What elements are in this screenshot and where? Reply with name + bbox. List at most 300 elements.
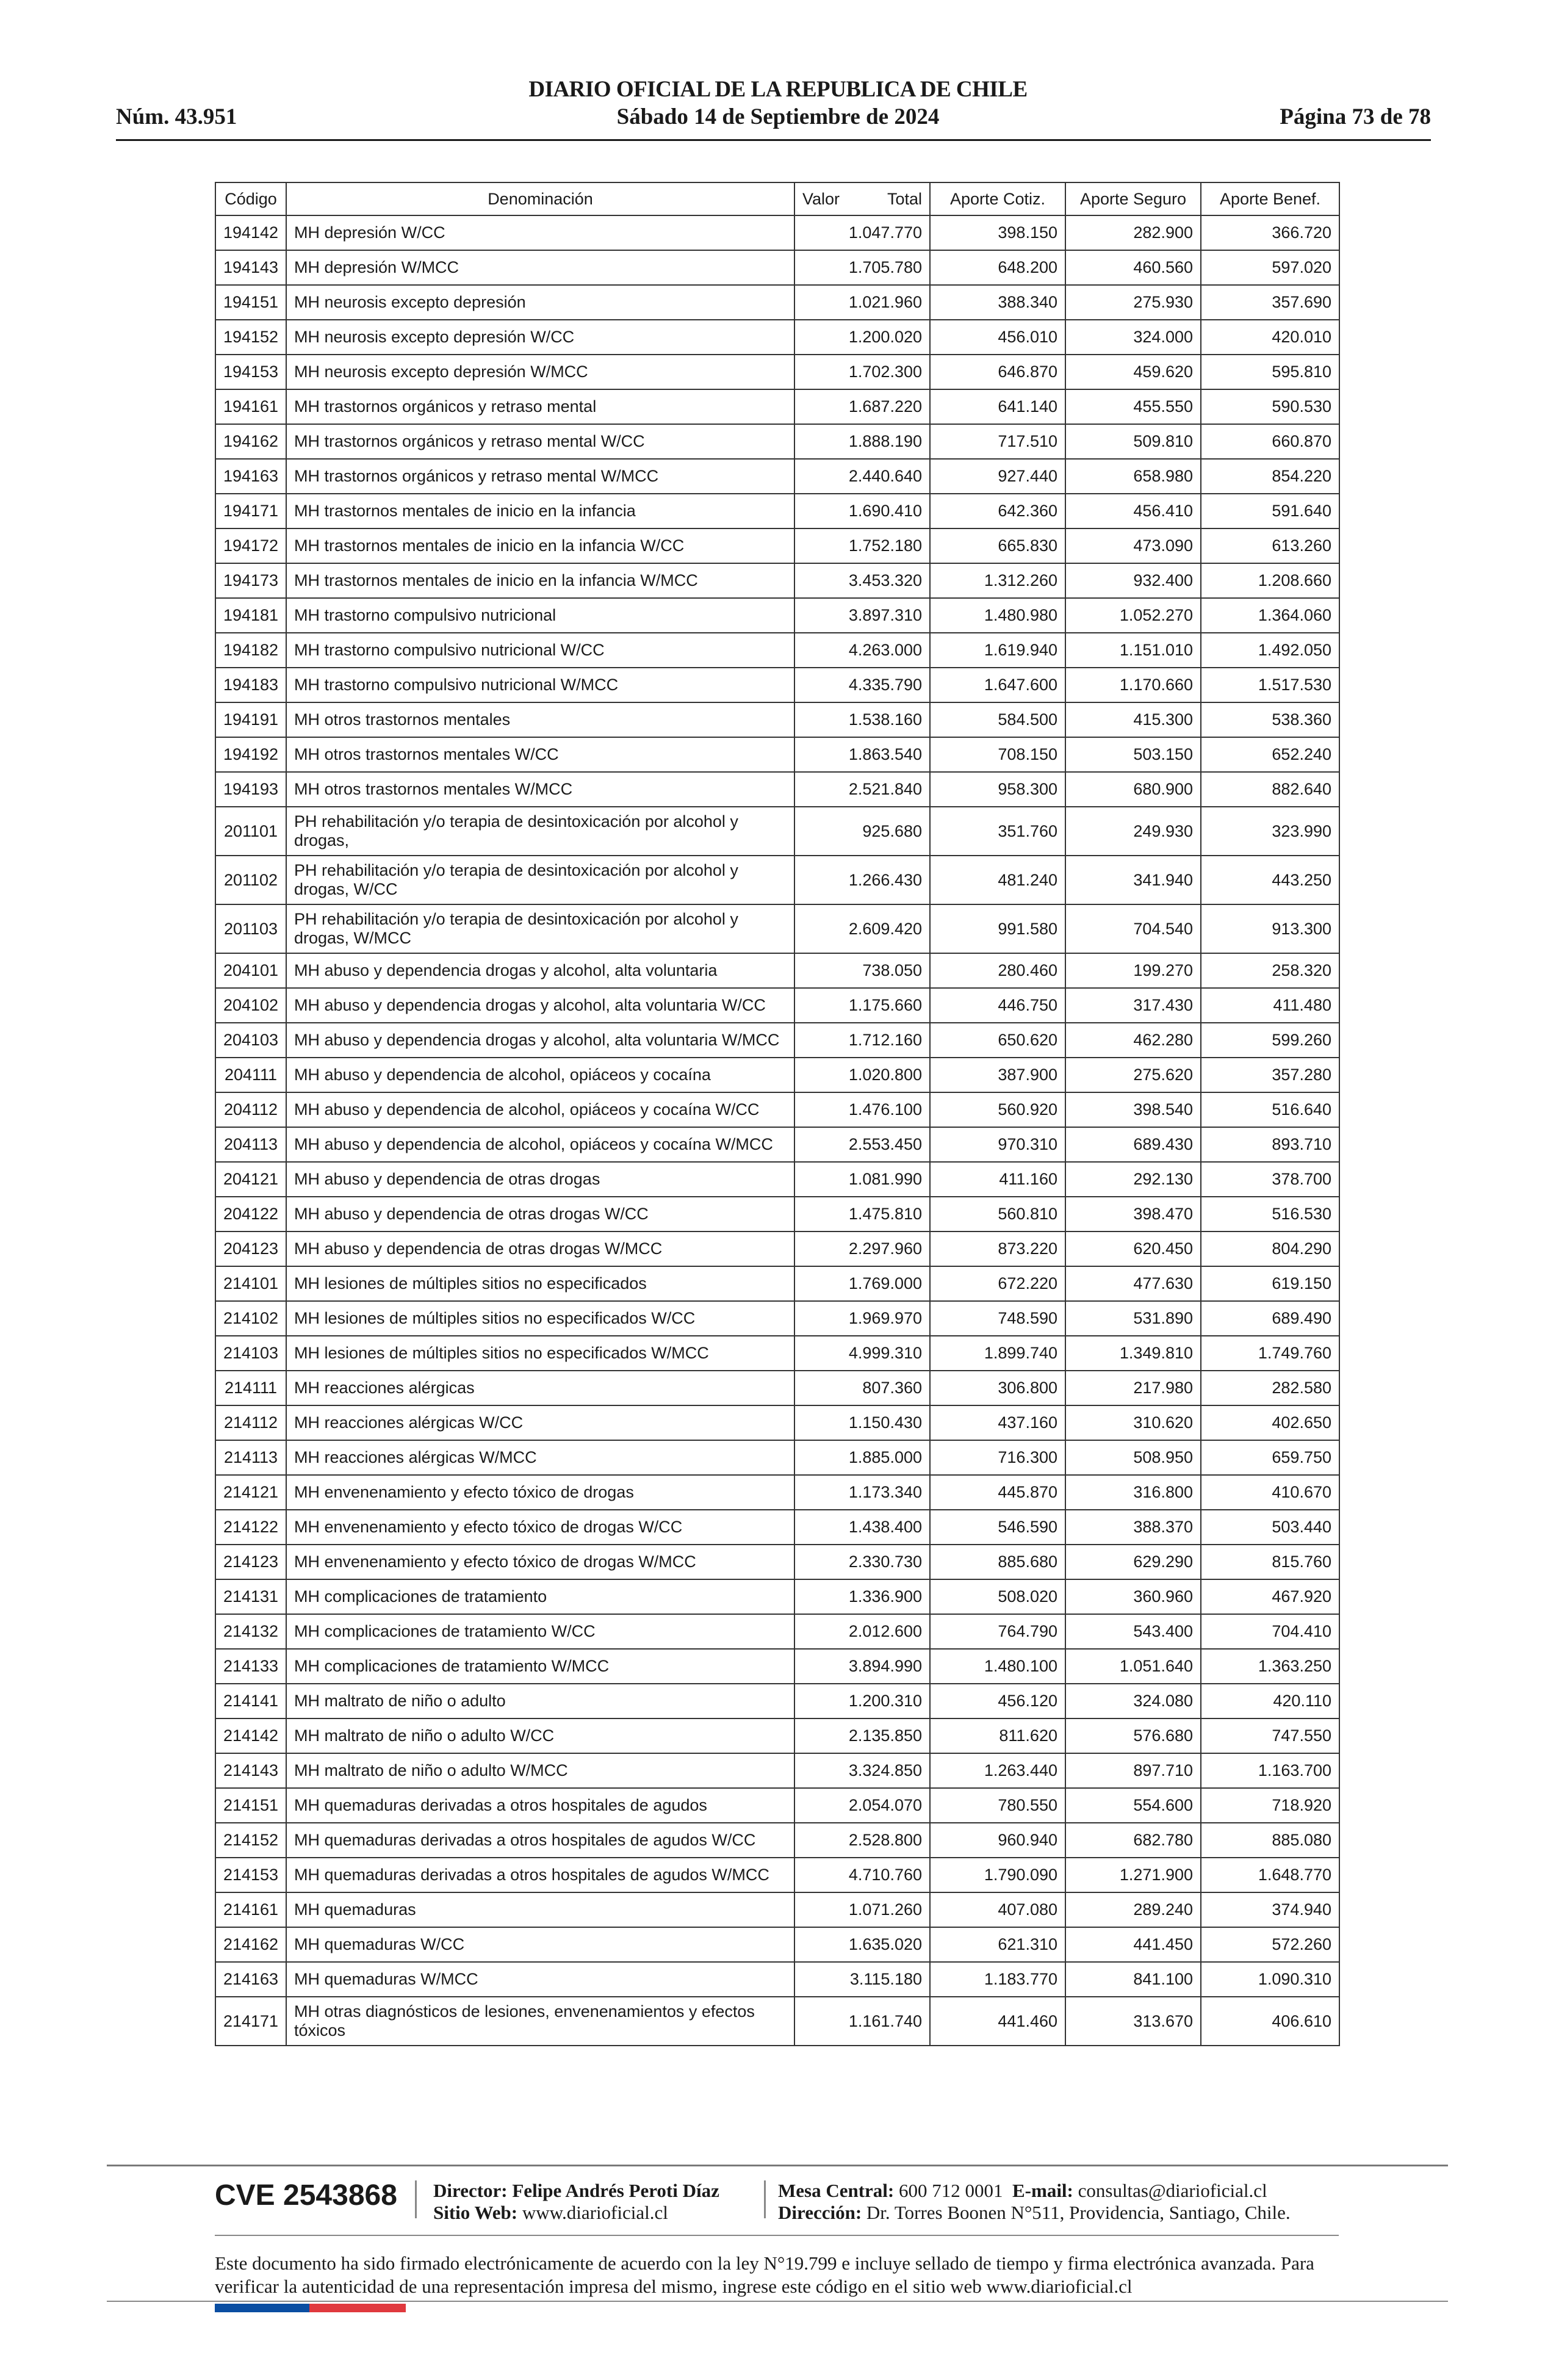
- cell-valor-total: 4.335.790: [794, 668, 930, 702]
- cell-aporte-cotiz: 441.460: [930, 1997, 1065, 2046]
- cve-code: CVE 2543868: [215, 2179, 397, 2212]
- cell-aporte-benef: 597.020: [1201, 250, 1339, 285]
- cell-aporte-cotiz: 717.510: [930, 424, 1065, 459]
- cell-aporte-cotiz: 970.310: [930, 1127, 1065, 1162]
- cell-valor-total: 1.476.100: [794, 1092, 930, 1127]
- cell-aporte-seguro: 341.940: [1065, 856, 1201, 904]
- table-row: [215, 1336, 1339, 1371]
- address-label: Dirección:: [778, 2202, 862, 2223]
- cell-aporte-seguro: 1.151.010: [1065, 633, 1201, 668]
- cell-aporte-seguro: 292.130: [1065, 1162, 1201, 1197]
- cell-codigo: 194181: [215, 598, 286, 633]
- cell-denominacion: MH trastornos orgánicos y retraso mental W/MCC: [286, 459, 794, 494]
- footer-separator: [415, 2180, 417, 2218]
- cell-denominacion: MH otras diagnósticos de lesiones, envenenamientos y efectos tóxicos: [286, 1997, 794, 2046]
- cell-valor-total: 3.894.990: [794, 1649, 930, 1684]
- cell-codigo: 194173: [215, 563, 286, 598]
- col-header-codigo: Código: [215, 182, 286, 215]
- cell-denominacion: MH trastornos mentales de inicio en la infancia W/CC: [286, 528, 794, 563]
- table-row: [215, 494, 1339, 528]
- cell-valor-total: 2.135.850: [794, 1718, 930, 1753]
- cell-aporte-cotiz: 398.150: [930, 215, 1065, 250]
- table-row: [215, 1753, 1339, 1788]
- cell-valor-total: 1.863.540: [794, 737, 930, 772]
- cell-aporte-cotiz: 1.480.100: [930, 1649, 1065, 1684]
- col-header-aporte-benef: Aporte Benef.: [1201, 182, 1339, 215]
- cell-codigo: 201102: [215, 856, 286, 904]
- cell-valor-total: 1.173.340: [794, 1475, 930, 1510]
- cell-valor-total: 1.687.220: [794, 389, 930, 424]
- cell-valor-total: 2.440.640: [794, 459, 930, 494]
- cell-valor-total: 1.769.000: [794, 1266, 930, 1301]
- cell-denominacion: MH quemaduras derivadas a otros hospitales de agudos W/MCC: [286, 1858, 794, 1892]
- cell-aporte-seguro: 1.271.900: [1065, 1858, 1201, 1892]
- website-label: Sitio Web:: [433, 2202, 518, 2223]
- cell-aporte-seguro: 441.450: [1065, 1927, 1201, 1962]
- cell-codigo: 194161: [215, 389, 286, 424]
- table-row: [215, 528, 1339, 563]
- cell-valor-total: 1.161.740: [794, 1997, 930, 2046]
- cell-aporte-cotiz: 621.310: [930, 1927, 1065, 1962]
- cell-aporte-benef: 660.870: [1201, 424, 1339, 459]
- cell-codigo: 194162: [215, 424, 286, 459]
- cell-codigo: 214132: [215, 1614, 286, 1649]
- cell-aporte-benef: 402.650: [1201, 1405, 1339, 1440]
- table-row: [215, 1475, 1339, 1510]
- cell-codigo: 214121: [215, 1475, 286, 1510]
- table-row: [215, 459, 1339, 494]
- table-row: [215, 250, 1339, 285]
- cell-codigo: 201101: [215, 807, 286, 856]
- cell-valor-total: 2.297.960: [794, 1231, 930, 1266]
- table-row: [215, 856, 1339, 904]
- cell-denominacion: MH abuso y dependencia de otras drogas: [286, 1162, 794, 1197]
- cell-valor-total: 1.021.960: [794, 285, 930, 320]
- cell-codigo: 194182: [215, 633, 286, 668]
- cell-aporte-benef: 503.440: [1201, 1510, 1339, 1545]
- cell-aporte-cotiz: 811.620: [930, 1718, 1065, 1753]
- cell-aporte-seguro: 282.900: [1065, 215, 1201, 250]
- cell-valor-total: 1.020.800: [794, 1058, 930, 1092]
- cell-aporte-seguro: 509.810: [1065, 424, 1201, 459]
- cell-aporte-cotiz: 560.920: [930, 1092, 1065, 1127]
- cell-aporte-benef: 467.920: [1201, 1579, 1339, 1614]
- table-row: [215, 1266, 1339, 1301]
- email-label: E-mail:: [1012, 2180, 1073, 2201]
- cell-denominacion: MH complicaciones de tratamiento W/MCC: [286, 1649, 794, 1684]
- cell-codigo: 194151: [215, 285, 286, 320]
- address-line: [778, 2202, 1291, 2224]
- cell-denominacion: MH maltrato de niño o adulto W/MCC: [286, 1753, 794, 1788]
- cell-aporte-seguro: 398.470: [1065, 1197, 1201, 1231]
- cell-denominacion: MH complicaciones de tratamiento W/CC: [286, 1614, 794, 1649]
- cell-codigo: 214112: [215, 1405, 286, 1440]
- cell-denominacion: MH quemaduras: [286, 1892, 794, 1927]
- cell-valor-total: 2.553.450: [794, 1127, 930, 1162]
- cell-codigo: 214142: [215, 1718, 286, 1753]
- cell-codigo: 204111: [215, 1058, 286, 1092]
- table-row: [215, 1127, 1339, 1162]
- cell-valor-total: 2.521.840: [794, 772, 930, 807]
- table-row: [215, 807, 1339, 856]
- cell-aporte-seguro: 576.680: [1065, 1718, 1201, 1753]
- cell-aporte-benef: 420.010: [1201, 320, 1339, 355]
- col-header-denominacion: Denominación: [286, 182, 794, 215]
- cell-denominacion: PH rehabilitación y/o terapia de desintoxicación por alcohol y drogas, W/CC: [286, 856, 794, 904]
- cell-codigo: 194172: [215, 528, 286, 563]
- table-row: [215, 702, 1339, 737]
- cell-valor-total: 1.071.260: [794, 1892, 930, 1927]
- cell-aporte-seguro: 460.560: [1065, 250, 1201, 285]
- cell-denominacion: MH quemaduras W/CC: [286, 1927, 794, 1962]
- cell-aporte-cotiz: 748.590: [930, 1301, 1065, 1336]
- cell-denominacion: MH trastornos orgánicos y retraso mental: [286, 389, 794, 424]
- cell-denominacion: MH otros trastornos mentales W/CC: [286, 737, 794, 772]
- cell-denominacion: MH reacciones alérgicas W/MCC: [286, 1440, 794, 1475]
- table-row: [215, 1371, 1339, 1405]
- cell-codigo: 214152: [215, 1823, 286, 1858]
- cell-valor-total: 1.266.430: [794, 856, 930, 904]
- cell-aporte-seguro: 1.349.810: [1065, 1336, 1201, 1371]
- cell-denominacion: PH rehabilitación y/o terapia de desintoxicación por alcohol y drogas,: [286, 807, 794, 856]
- cell-aporte-benef: 815.760: [1201, 1545, 1339, 1579]
- cell-aporte-cotiz: 584.500: [930, 702, 1065, 737]
- cell-aporte-benef: 443.250: [1201, 856, 1339, 904]
- cell-codigo: 194192: [215, 737, 286, 772]
- cell-valor-total: 3.115.180: [794, 1962, 930, 1997]
- table-row: [215, 1858, 1339, 1892]
- cell-aporte-cotiz: 1.183.770: [930, 1962, 1065, 1997]
- website-link[interactable]: www.diarioficial.cl: [522, 2202, 668, 2223]
- cell-aporte-benef: 718.920: [1201, 1788, 1339, 1823]
- cell-codigo: 204121: [215, 1162, 286, 1197]
- legal-notice: Este documento ha sido firmado electrónicamente de acuerdo con la ley N°19.799 e incluye sellado de tiempo y firma electrónica avanzada. Para verificar la autenticidad de una representación impresa del mismo, ingrese este código en el sitio web www.diarioficial.cl: [215, 2252, 1314, 2297]
- cell-aporte-benef: 1.163.700: [1201, 1753, 1339, 1788]
- cell-aporte-seguro: 473.090: [1065, 528, 1201, 563]
- phone-line: [778, 2180, 1291, 2202]
- cell-aporte-cotiz: 560.810: [930, 1197, 1065, 1231]
- cell-codigo: 194193: [215, 772, 286, 807]
- cell-aporte-benef: 374.940: [1201, 1892, 1339, 1927]
- cell-valor-total: 1.200.020: [794, 320, 930, 355]
- cell-aporte-cotiz: 1.263.440: [930, 1753, 1065, 1788]
- cell-aporte-cotiz: 708.150: [930, 737, 1065, 772]
- table-row: [215, 355, 1339, 389]
- cell-aporte-seguro: 932.400: [1065, 563, 1201, 598]
- cell-aporte-benef: 378.700: [1201, 1162, 1339, 1197]
- table-row: [215, 1197, 1339, 1231]
- cell-denominacion: PH rehabilitación y/o terapia de desintoxicación por alcohol y drogas, W/MCC: [286, 904, 794, 953]
- page-number: Página 73 de 78: [1280, 104, 1431, 129]
- cell-aporte-benef: 804.290: [1201, 1231, 1339, 1266]
- cell-aporte-cotiz: 642.360: [930, 494, 1065, 528]
- cell-denominacion: MH abuso y dependencia de alcohol, opiáceos y cocaína W/MCC: [286, 1127, 794, 1162]
- email-link[interactable]: consultas@diarioficial.cl: [1078, 2180, 1267, 2201]
- cell-valor-total: 1.712.160: [794, 1023, 930, 1058]
- cell-denominacion: MH quemaduras derivadas a otros hospitales de agudos W/CC: [286, 1823, 794, 1858]
- cell-codigo: 214141: [215, 1684, 286, 1718]
- cell-codigo: 194152: [215, 320, 286, 355]
- cell-codigo: 214131: [215, 1579, 286, 1614]
- cell-valor-total: 2.012.600: [794, 1614, 930, 1649]
- table-row: [215, 1927, 1339, 1962]
- cell-aporte-benef: 572.260: [1201, 1927, 1339, 1962]
- mesa-phone: 600 712 0001: [899, 2180, 1003, 2201]
- cell-denominacion: MH trastorno compulsivo nutricional W/CC: [286, 633, 794, 668]
- table-row: [215, 1162, 1339, 1197]
- cell-aporte-benef: 282.580: [1201, 1371, 1339, 1405]
- cell-denominacion: MH neurosis excepto depresión W/MCC: [286, 355, 794, 389]
- cell-aporte-seguro: 543.400: [1065, 1614, 1201, 1649]
- cell-aporte-cotiz: 1.647.600: [930, 668, 1065, 702]
- cell-aporte-seguro: 704.540: [1065, 904, 1201, 953]
- cell-denominacion: MH reacciones alérgicas W/CC: [286, 1405, 794, 1440]
- cell-aporte-cotiz: 641.140: [930, 389, 1065, 424]
- cell-codigo: 204112: [215, 1092, 286, 1127]
- cell-aporte-benef: 1.090.310: [1201, 1962, 1339, 1997]
- cell-valor-total: 3.897.310: [794, 598, 930, 633]
- cell-codigo: 214111: [215, 1371, 286, 1405]
- cell-aporte-seguro: 388.370: [1065, 1510, 1201, 1545]
- cell-codigo: 214123: [215, 1545, 286, 1579]
- cell-aporte-seguro: 217.980: [1065, 1371, 1201, 1405]
- cell-denominacion: MH trastornos mentales de inicio en la infancia: [286, 494, 794, 528]
- cell-aporte-seguro: 313.670: [1065, 1997, 1201, 2046]
- cell-aporte-seguro: 289.240: [1065, 1892, 1201, 1927]
- footer-contact-block: [778, 2180, 1291, 2224]
- cell-aporte-seguro: 508.950: [1065, 1440, 1201, 1475]
- cell-denominacion: MH envenenamiento y efecto tóxico de drogas W/CC: [286, 1510, 794, 1545]
- cell-valor-total: 2.330.730: [794, 1545, 930, 1579]
- cell-aporte-benef: 516.530: [1201, 1197, 1339, 1231]
- cell-aporte-seguro: 477.630: [1065, 1266, 1201, 1301]
- cell-codigo: 214101: [215, 1266, 286, 1301]
- cell-aporte-cotiz: 873.220: [930, 1231, 1065, 1266]
- table-row: [215, 988, 1339, 1023]
- cell-aporte-seguro: 462.280: [1065, 1023, 1201, 1058]
- cell-aporte-cotiz: 1.899.740: [930, 1336, 1065, 1371]
- footer-rule-middle: [215, 2235, 1339, 2236]
- cell-aporte-seguro: 459.620: [1065, 355, 1201, 389]
- cell-aporte-cotiz: 885.680: [930, 1545, 1065, 1579]
- footer-separator: [764, 2180, 766, 2218]
- table-row: [215, 904, 1339, 953]
- cell-aporte-benef: 538.360: [1201, 702, 1339, 737]
- cell-aporte-benef: 366.720: [1201, 215, 1339, 250]
- cell-aporte-cotiz: 648.200: [930, 250, 1065, 285]
- cell-denominacion: MH lesiones de múltiples sitios no especificados: [286, 1266, 794, 1301]
- cell-codigo: 214161: [215, 1892, 286, 1927]
- cell-denominacion: MH abuso y dependencia de alcohol, opiáceos y cocaína: [286, 1058, 794, 1092]
- cell-aporte-benef: 893.710: [1201, 1127, 1339, 1162]
- cell-aporte-seguro: 658.980: [1065, 459, 1201, 494]
- table-row: [215, 285, 1339, 320]
- cell-codigo: 204123: [215, 1231, 286, 1266]
- cell-aporte-benef: 357.280: [1201, 1058, 1339, 1092]
- cell-aporte-cotiz: 665.830: [930, 528, 1065, 563]
- cell-aporte-seguro: 455.550: [1065, 389, 1201, 424]
- cell-codigo: 204102: [215, 988, 286, 1023]
- cell-denominacion: MH quemaduras derivadas a otros hospitales de agudos: [286, 1788, 794, 1823]
- cell-denominacion: MH depresión W/CC: [286, 215, 794, 250]
- cell-aporte-benef: 420.110: [1201, 1684, 1339, 1718]
- cell-aporte-benef: 516.640: [1201, 1092, 1339, 1127]
- cell-valor-total: 1.336.900: [794, 1579, 930, 1614]
- cell-codigo: 214133: [215, 1649, 286, 1684]
- cell-aporte-benef: 357.690: [1201, 285, 1339, 320]
- cell-valor-total: 4.999.310: [794, 1336, 930, 1371]
- cell-denominacion: MH reacciones alérgicas: [286, 1371, 794, 1405]
- cell-aporte-cotiz: 280.460: [930, 953, 1065, 988]
- cell-aporte-seguro: 620.450: [1065, 1231, 1201, 1266]
- cell-aporte-cotiz: 1.312.260: [930, 563, 1065, 598]
- cell-aporte-seguro: 199.270: [1065, 953, 1201, 988]
- table-row: [215, 320, 1339, 355]
- cell-aporte-cotiz: 387.900: [930, 1058, 1065, 1092]
- table-row: [215, 1231, 1339, 1266]
- table-row: [215, 1579, 1339, 1614]
- table-row: [215, 633, 1339, 668]
- cell-aporte-benef: 1.749.760: [1201, 1336, 1339, 1371]
- cell-aporte-seguro: 680.900: [1065, 772, 1201, 807]
- cell-aporte-cotiz: 508.020: [930, 1579, 1065, 1614]
- col-header-valor-total: [794, 182, 930, 215]
- cell-valor-total: 1.752.180: [794, 528, 930, 563]
- table-row: [215, 1405, 1339, 1440]
- cell-codigo: 194183: [215, 668, 286, 702]
- cell-aporte-benef: 406.610: [1201, 1997, 1339, 2046]
- cell-denominacion: MH otros trastornos mentales: [286, 702, 794, 737]
- cell-codigo: 214122: [215, 1510, 286, 1545]
- cell-codigo: 214151: [215, 1788, 286, 1823]
- cell-aporte-benef: 854.220: [1201, 459, 1339, 494]
- cell-valor-total: 1.969.970: [794, 1301, 930, 1336]
- cell-aporte-benef: 689.490: [1201, 1301, 1339, 1336]
- cell-aporte-seguro: 275.930: [1065, 285, 1201, 320]
- director-label: Director:: [433, 2180, 508, 2201]
- table-row: [215, 1684, 1339, 1718]
- cell-aporte-benef: 1.208.660: [1201, 563, 1339, 598]
- cell-aporte-benef: 411.480: [1201, 988, 1339, 1023]
- cell-denominacion: MH abuso y dependencia drogas y alcohol, alta voluntaria: [286, 953, 794, 988]
- cell-denominacion: MH abuso y dependencia drogas y alcohol, alta voluntaria W/MCC: [286, 1023, 794, 1058]
- cell-aporte-cotiz: 446.750: [930, 988, 1065, 1023]
- cell-denominacion: MH trastorno compulsivo nutricional W/MCC: [286, 668, 794, 702]
- table-row: [215, 1614, 1339, 1649]
- cell-denominacion: MH quemaduras W/MCC: [286, 1962, 794, 1997]
- cell-aporte-seguro: 1.170.660: [1065, 668, 1201, 702]
- newspaper-title: DIARIO OFICIAL DE LA REPUBLICA DE CHILE: [528, 77, 1028, 102]
- cell-codigo: 204101: [215, 953, 286, 988]
- table-row: [215, 215, 1339, 250]
- table-row: [215, 1962, 1339, 1997]
- table-row: [215, 1892, 1339, 1927]
- cell-valor-total: 4.710.760: [794, 1858, 930, 1892]
- cell-valor-total: 925.680: [794, 807, 930, 856]
- table-row: [215, 1788, 1339, 1823]
- cell-aporte-benef: 613.260: [1201, 528, 1339, 563]
- footer-rule-top: [107, 2165, 1448, 2166]
- cell-aporte-benef: 1.648.770: [1201, 1858, 1339, 1892]
- cell-aporte-seguro: 531.890: [1065, 1301, 1201, 1336]
- cell-denominacion: MH trastornos orgánicos y retraso mental W/CC: [286, 424, 794, 459]
- cell-aporte-cotiz: 1.790.090: [930, 1858, 1065, 1892]
- col-header-valor: Valor: [802, 189, 840, 208]
- cell-aporte-cotiz: 672.220: [930, 1266, 1065, 1301]
- cell-codigo: 214171: [215, 1997, 286, 2046]
- cell-codigo: 214162: [215, 1927, 286, 1962]
- cell-valor-total: 1.885.000: [794, 1440, 930, 1475]
- table-row: [215, 772, 1339, 807]
- cell-valor-total: 738.050: [794, 953, 930, 988]
- cell-aporte-benef: 652.240: [1201, 737, 1339, 772]
- cell-codigo: 214113: [215, 1440, 286, 1475]
- cell-denominacion: MH otros trastornos mentales W/MCC: [286, 772, 794, 807]
- cell-valor-total: 4.263.000: [794, 633, 930, 668]
- cell-codigo: 194163: [215, 459, 286, 494]
- cell-valor-total: 1.705.780: [794, 250, 930, 285]
- cell-denominacion: MH maltrato de niño o adulto W/CC: [286, 1718, 794, 1753]
- table-row: [215, 563, 1339, 598]
- cell-codigo: 214143: [215, 1753, 286, 1788]
- col-header-aporte-seguro: Aporte Seguro: [1065, 182, 1201, 215]
- cell-aporte-benef: 410.670: [1201, 1475, 1339, 1510]
- cell-aporte-seguro: 275.620: [1065, 1058, 1201, 1092]
- cell-codigo: 214153: [215, 1858, 286, 1892]
- cell-valor-total: 1.635.020: [794, 1927, 930, 1962]
- cell-aporte-benef: 1.492.050: [1201, 633, 1339, 668]
- cell-aporte-seguro: 554.600: [1065, 1788, 1201, 1823]
- table-row: [215, 1058, 1339, 1092]
- col-header-aporte-cotiz: Aporte Cotiz.: [930, 182, 1065, 215]
- cell-codigo: 201103: [215, 904, 286, 953]
- cell-denominacion: MH envenenamiento y efecto tóxico de drogas: [286, 1475, 794, 1510]
- cell-aporte-benef: 747.550: [1201, 1718, 1339, 1753]
- cell-codigo: 194143: [215, 250, 286, 285]
- cell-valor-total: 1.438.400: [794, 1510, 930, 1545]
- cell-aporte-cotiz: 456.010: [930, 320, 1065, 355]
- footer-director-block: [433, 2180, 719, 2224]
- cell-aporte-benef: 590.530: [1201, 389, 1339, 424]
- cell-codigo: 194191: [215, 702, 286, 737]
- cell-aporte-cotiz: 991.580: [930, 904, 1065, 953]
- cell-aporte-cotiz: 650.620: [930, 1023, 1065, 1058]
- cell-denominacion: MH abuso y dependencia de otras drogas W/CC: [286, 1197, 794, 1231]
- cell-denominacion: MH trastornos mentales de inicio en la infancia W/MCC: [286, 563, 794, 598]
- table-header-row: [215, 182, 1339, 215]
- cell-aporte-cotiz: 646.870: [930, 355, 1065, 389]
- cell-denominacion: MH neurosis excepto depresión: [286, 285, 794, 320]
- cell-denominacion: MH envenenamiento y efecto tóxico de drogas W/MCC: [286, 1545, 794, 1579]
- table-row: [215, 737, 1339, 772]
- cell-aporte-cotiz: 958.300: [930, 772, 1065, 807]
- cell-aporte-cotiz: 1.619.940: [930, 633, 1065, 668]
- table-row: [215, 953, 1339, 988]
- cell-aporte-seguro: 324.000: [1065, 320, 1201, 355]
- cell-aporte-cotiz: 437.160: [930, 1405, 1065, 1440]
- cell-aporte-benef: 885.080: [1201, 1823, 1339, 1858]
- cell-aporte-seguro: 310.620: [1065, 1405, 1201, 1440]
- cell-aporte-cotiz: 456.120: [930, 1684, 1065, 1718]
- cell-aporte-benef: 258.320: [1201, 953, 1339, 988]
- cell-valor-total: 1.150.430: [794, 1405, 930, 1440]
- cell-valor-total: 1.200.310: [794, 1684, 930, 1718]
- cell-aporte-seguro: 249.930: [1065, 807, 1201, 856]
- cell-codigo: 194153: [215, 355, 286, 389]
- cell-aporte-seguro: 503.150: [1065, 737, 1201, 772]
- cell-aporte-seguro: 682.780: [1065, 1823, 1201, 1858]
- cell-aporte-benef: 659.750: [1201, 1440, 1339, 1475]
